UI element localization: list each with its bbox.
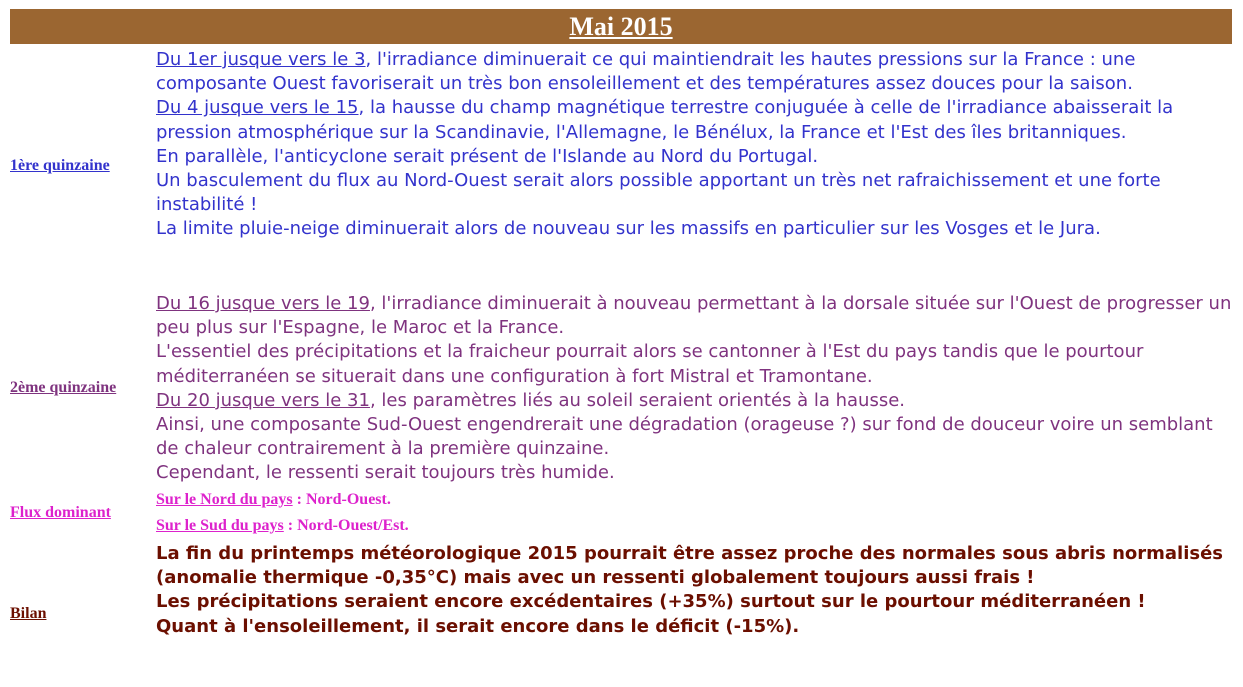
paragraph: Cependant, le ressenti serait toujours très humide. bbox=[156, 462, 615, 484]
section-first-fortnight bbox=[10, 48, 1232, 290]
north-link[interactable]: Sur le Nord du pays bbox=[156, 491, 293, 508]
paragraph: En parallèle, l'anticyclone serait présent de l'Islande au Nord du Portugal. bbox=[156, 145, 819, 167]
dominant-flow-text bbox=[156, 487, 1232, 539]
paragraph: Les précipitations seraient encore excédentaires (+35%) surtout sur le pourtour méditerranéen ! bbox=[156, 591, 1146, 613]
paragraph: Un basculement du flux au Nord-Ouest serait alors possible apportant un très net rafraichissement et une forte instabilité ! bbox=[156, 170, 1161, 216]
south-link[interactable]: Sur le Sud du pays bbox=[156, 517, 284, 534]
paragraph: L'essentiel des précipitations et la fraicheur pourrait alors se cantonner à l'Est du pays tandis que le pourtour méditerranéen se situerait dans une configuration à fort Mistral et Tramontane. bbox=[156, 341, 1144, 387]
flow-line-north bbox=[156, 487, 1232, 513]
first-fortnight-label[interactable]: 1ère quinzaine bbox=[10, 157, 110, 174]
paragraph: La limite pluie-neige diminuerait alors de nouveau sur les massifs en particulier sur les Vosges et le Jura. bbox=[156, 218, 1101, 240]
section-second-fortnight bbox=[10, 292, 1232, 488]
summary-text bbox=[156, 542, 1232, 639]
flow-value: : Nord-Ouest/Est. bbox=[283, 517, 409, 534]
flow-line-south bbox=[156, 513, 1232, 539]
section-dominant-flow bbox=[10, 487, 1232, 539]
first-fortnight-text bbox=[156, 48, 1232, 242]
second-fortnight-label[interactable]: 2ème quinzaine bbox=[10, 379, 117, 396]
paragraph: La fin du printemps météorologique 2015 pourrait être assez proche des normales sous abris normalisés (anomalie thermique -0,35°C) mais avec un ressenti globalement toujours aussi frais ! bbox=[156, 543, 1224, 589]
flow-value: : Nord-Ouest. bbox=[292, 491, 391, 508]
paragraph bbox=[156, 96, 1232, 144]
date-range-link[interactable]: Du 4 jusque vers le 15 bbox=[156, 97, 359, 119]
second-fortnight-text bbox=[156, 292, 1232, 486]
page-title: Mai 2015 bbox=[10, 9, 1232, 44]
paragraph: Ainsi, une composante Sud-Ouest engendrerait une dégradation (orageuse ?) sur fond de douceur voire un semblant de chaleur contrairement à la première quinzaine. bbox=[156, 414, 1213, 460]
section-summary bbox=[10, 542, 1232, 687]
paragraph-text: , l'irradiance diminuerait ce qui maintiendrait les hautes pressions sur la France : une composante Ouest favoriserait un très bon ensoleillement et des températures assez douces pour la saison. bbox=[156, 49, 1136, 95]
paragraph bbox=[156, 292, 1232, 340]
paragraph-text: , les paramètres liés au soleil seraient orientés à la hausse. bbox=[369, 389, 906, 411]
dominant-flow-label[interactable]: Flux dominant bbox=[10, 504, 111, 521]
paragraph bbox=[156, 389, 1232, 413]
date-range-link[interactable]: Du 16 jusque vers le 19 bbox=[156, 293, 370, 314]
paragraph bbox=[156, 48, 1232, 96]
paragraph-text: , la hausse du champ magnétique terrestre conjuguée à celle de l'irradiance abaisserait la pression atmosphérique sur la Scandinavie, l'Allemagne, le Bénélux, la France et l'Est des îles britanniques. bbox=[156, 97, 1174, 143]
summary-label[interactable]: Bilan bbox=[10, 605, 47, 622]
date-range-link[interactable]: Du 20 jusque vers le 31 bbox=[156, 389, 370, 411]
date-range-link[interactable]: Du 1er jusque vers le 3 bbox=[156, 49, 366, 70]
paragraph-text: , l'irradiance diminuerait à nouveau permettant à la dorsale située sur l'Ouest de progresser un peu plus sur l'Espagne, le Maroc et la France. bbox=[156, 293, 1232, 339]
paragraph: Quant à l'ensoleillement, il serait encore dans le déficit (-15%). bbox=[156, 615, 800, 637]
